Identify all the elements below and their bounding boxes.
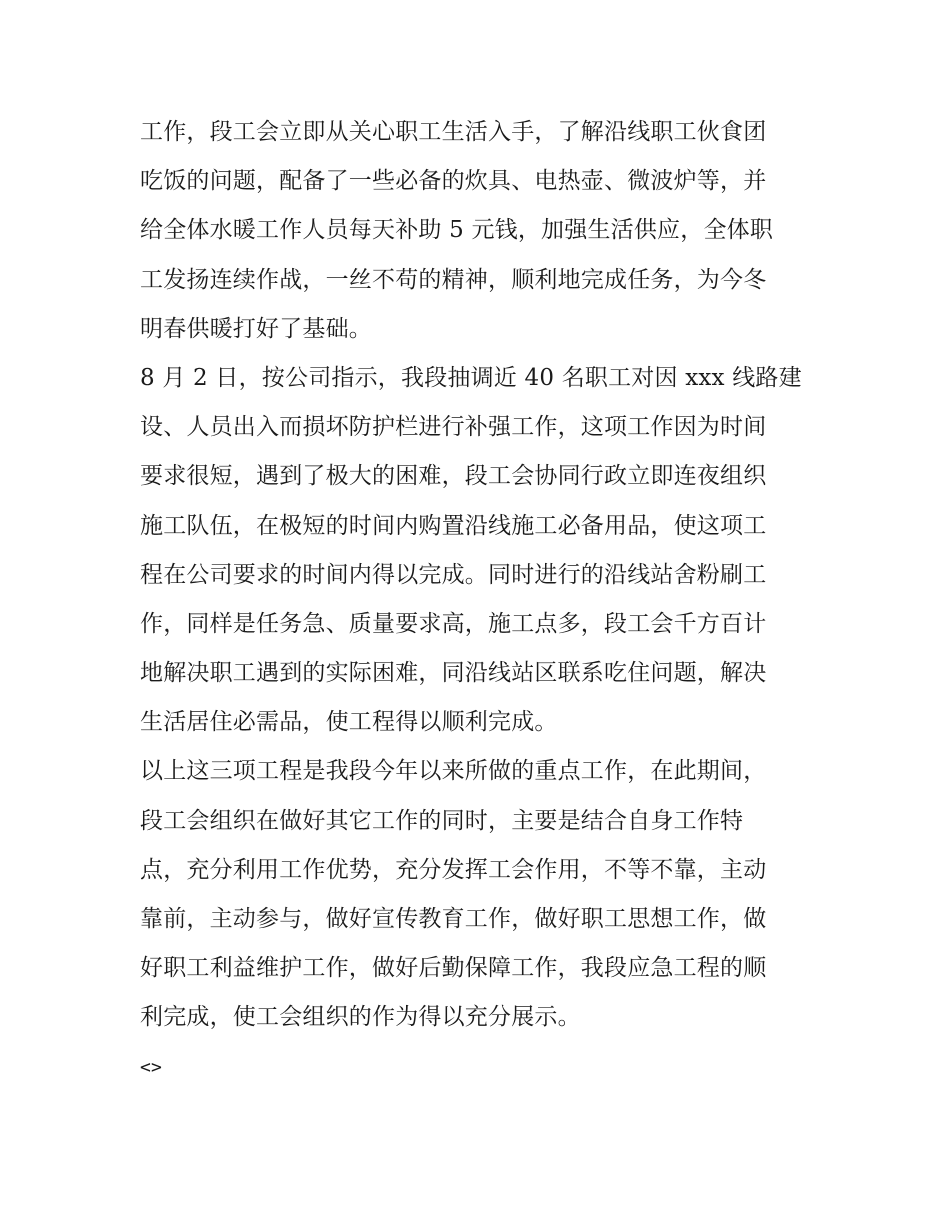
paragraph-1 (140, 108, 820, 354)
text-line: 工作，段工会立即从关心职工生活入手，了解沿线职工伙食团 (140, 119, 767, 145)
text-line: 好职工利益维护工作，做好后勤保障工作，我段应急工程的顺 (140, 955, 767, 982)
text-line: 段工会组织在做好其它工作的同时，主要是结合自身工作特 (140, 807, 744, 834)
text-line: 要求很短，遇到了极大的困难，段工会协同行政立即连夜组织 (140, 463, 767, 490)
text-line: 作，同样是任务急、质量要求高，施工点多，段工会千方百计 (140, 610, 767, 637)
text-line: 吃饭的问题，配备了一些必备的炊具、电热壶、微波炉等，并 (140, 168, 767, 195)
text-line: 设、人员出入而损坏防护栏进行补强工作，这项工作因为时间 (140, 414, 767, 441)
text-line: 给全体水暖工作人员每天补助 5 元钱，加强生活供应，全体职 (140, 217, 774, 244)
text-line: 施工队伍，在极短的时间内购置沿线施工必备用品，使这项工 (140, 512, 767, 539)
paragraph-2 (140, 354, 820, 748)
text-line: 利完成，使工会组织的作为得以充分展示。 (140, 1004, 581, 1031)
text-line: 生活居住必需品，使工程得以顺利完成。 (140, 709, 558, 736)
text-line: 明春供暖打好了基础。 (140, 315, 372, 342)
end-marker: <> (140, 1056, 163, 1078)
text-line: 工发扬连续作战，一丝不苟的精神，顺利地完成任务，为今冬 (140, 266, 767, 293)
text-line: 以上这三项工程是我段今年以来所做的重点工作，在此期间， (140, 758, 767, 785)
text-line: 8 月 2 日，按公司指示，我段抽调近 40 名职工对因 xxx 线路建 (140, 364, 802, 391)
text-line: 点，充分利用工作优势，充分发挥工会作用，不等不靠，主动 (140, 856, 767, 883)
text-line: 程在公司要求的时间内得以完成。同时进行的沿线站舍粉刷工 (140, 561, 767, 588)
paragraph-3 (140, 747, 820, 1042)
text-line: 地解决职工遇到的实际困难，同沿线站区联系吃住问题，解决 (140, 660, 767, 687)
text-line: 靠前，主动参与，做好宣传教育工作，做好职工思想工作，做 (140, 906, 767, 932)
document-body (140, 108, 820, 1092)
